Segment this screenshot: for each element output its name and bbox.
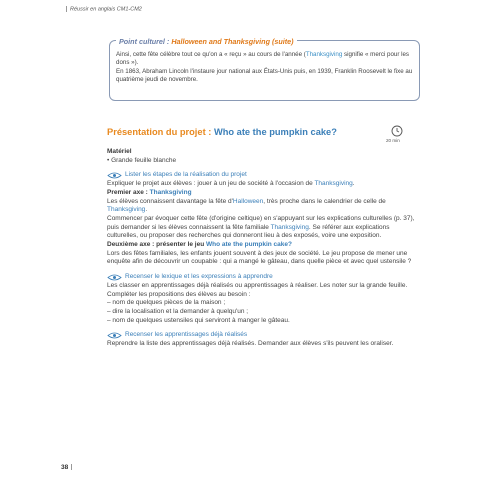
highlight-term: Thanksgiving	[305, 51, 343, 58]
paragraph: Expliquer le projet aux élèves : jouer à un jeu de société à l'occasion de Thanksgiving.	[107, 180, 355, 188]
section-title	[107, 127, 337, 137]
cultural-note-title	[116, 37, 297, 46]
eye-icon	[107, 274, 122, 281]
list-item: – nom de quelques ustensiles qui serviront à manger le gâteau.	[107, 316, 290, 324]
paragraph: Les élèves connaissent davantage la fête d'Halloween, très proche dans le calendrier de celle de Thanksgiving.	[107, 197, 386, 214]
text: Les élèves connaissent davantage la fête d'	[107, 197, 233, 205]
page-footer	[61, 464, 72, 471]
step-heading	[107, 273, 419, 282]
materiel-heading: Matériel	[107, 148, 132, 155]
step-heading	[107, 171, 419, 180]
page-number: 38	[61, 464, 69, 471]
highlight-term: Halloween	[232, 197, 264, 205]
cultural-note-topic: Halloween and Thanksgiving (suite)	[171, 37, 294, 46]
axis-topic: Thanksgiving	[149, 188, 192, 196]
running-header	[66, 6, 142, 12]
section-title-project: Who ate the pumpkin cake?	[213, 127, 337, 137]
cultural-note-label: Point culturel :	[119, 37, 170, 46]
axis-topic: Who ate the pumpkin cake?	[206, 241, 292, 249]
duration-label: 20 min	[386, 138, 400, 143]
paragraph: Lors des fêtes familiales, les enfants jouent souvent à des jeux de société. Le jeu propose de mener une enquête afin de découvrir un coupable : qui a mangé le gâteau, dans quelle pièce et avec quel ustensile ?	[107, 249, 412, 266]
list-item: – dire la localisation et la demander à quelqu'un ;	[107, 307, 249, 315]
axis-label: Deuxième axe : présenter le jeu	[107, 241, 205, 249]
clock-icon	[391, 125, 403, 137]
cultural-note-paragraph: En 1863, Abraham Lincoln l'instaure jour national aux États-Unis puis, en 1939, Franklin Roosevelt le fixe au quatrième jeudi de novembre.	[116, 67, 413, 84]
axis-heading	[107, 241, 419, 250]
cultural-note-body	[116, 51, 414, 85]
axis-heading	[107, 189, 419, 198]
footer-divider	[71, 464, 72, 470]
eye-icon	[107, 332, 122, 339]
text: Expliquer le projet aux élèves : jouer à un jeu de société à l'occasion de	[107, 180, 315, 188]
text: , très proche dans le calendrier de celle de	[263, 197, 386, 205]
list-item: • Grande feuille blanche	[107, 156, 177, 164]
running-title: Réussir en anglais CM1-CM2	[70, 6, 142, 13]
section-title-prefix: Présentation du projet :	[107, 127, 212, 137]
highlight-term: Thanksgiving	[270, 223, 309, 231]
list-item: – nom de quelques pièces de la maison ;	[107, 299, 226, 307]
highlight-term: Thanksgiving	[107, 206, 146, 214]
step-heading-text: Lister les étapes de la réalisation du projet	[125, 171, 247, 179]
highlight-term: Thanksgiving	[314, 180, 353, 188]
eye-icon	[107, 172, 122, 179]
paragraph: Reprendre la liste des apprentissages déjà réalisés. Demander aux élèves s'ils peuvent les oraliser.	[107, 340, 394, 348]
text: signifie « merci pour les dons »).	[116, 51, 410, 67]
cultural-note-paragraph	[116, 51, 414, 68]
paragraph: Les classer en apprentissages déjà réalisés ou apprentissages à réaliser. Les noter sur la grande feuille. Compléter les propositions des élèves au besoin :	[107, 281, 408, 298]
step-heading-text: Recenser le lexique et les expressions à apprendre	[125, 273, 273, 281]
text: . Se référer aux explications culturelles, ou proposer des recherches qui donneront lieu à des exposés, voire une exposition.	[107, 223, 390, 240]
step-heading	[107, 331, 419, 340]
axis-label: Premier axe :	[107, 188, 148, 196]
text: Ainsi, cette fête célèbre tout ce qu'on a « reçu » au cours de l'année (	[116, 51, 306, 58]
main-content	[107, 148, 419, 349]
header-divider	[66, 6, 67, 12]
text: Commencer par évoquer cette fête (d'origine celtique) en s'appuyant sur les explications culturelles (p. 37), puis demander si les élèves connaissent la fête familiale	[107, 214, 415, 231]
paragraph	[107, 215, 419, 241]
cultural-note-box	[109, 37, 420, 101]
step-heading-text: Recenser les apprentissages déjà réalisés	[125, 331, 248, 339]
